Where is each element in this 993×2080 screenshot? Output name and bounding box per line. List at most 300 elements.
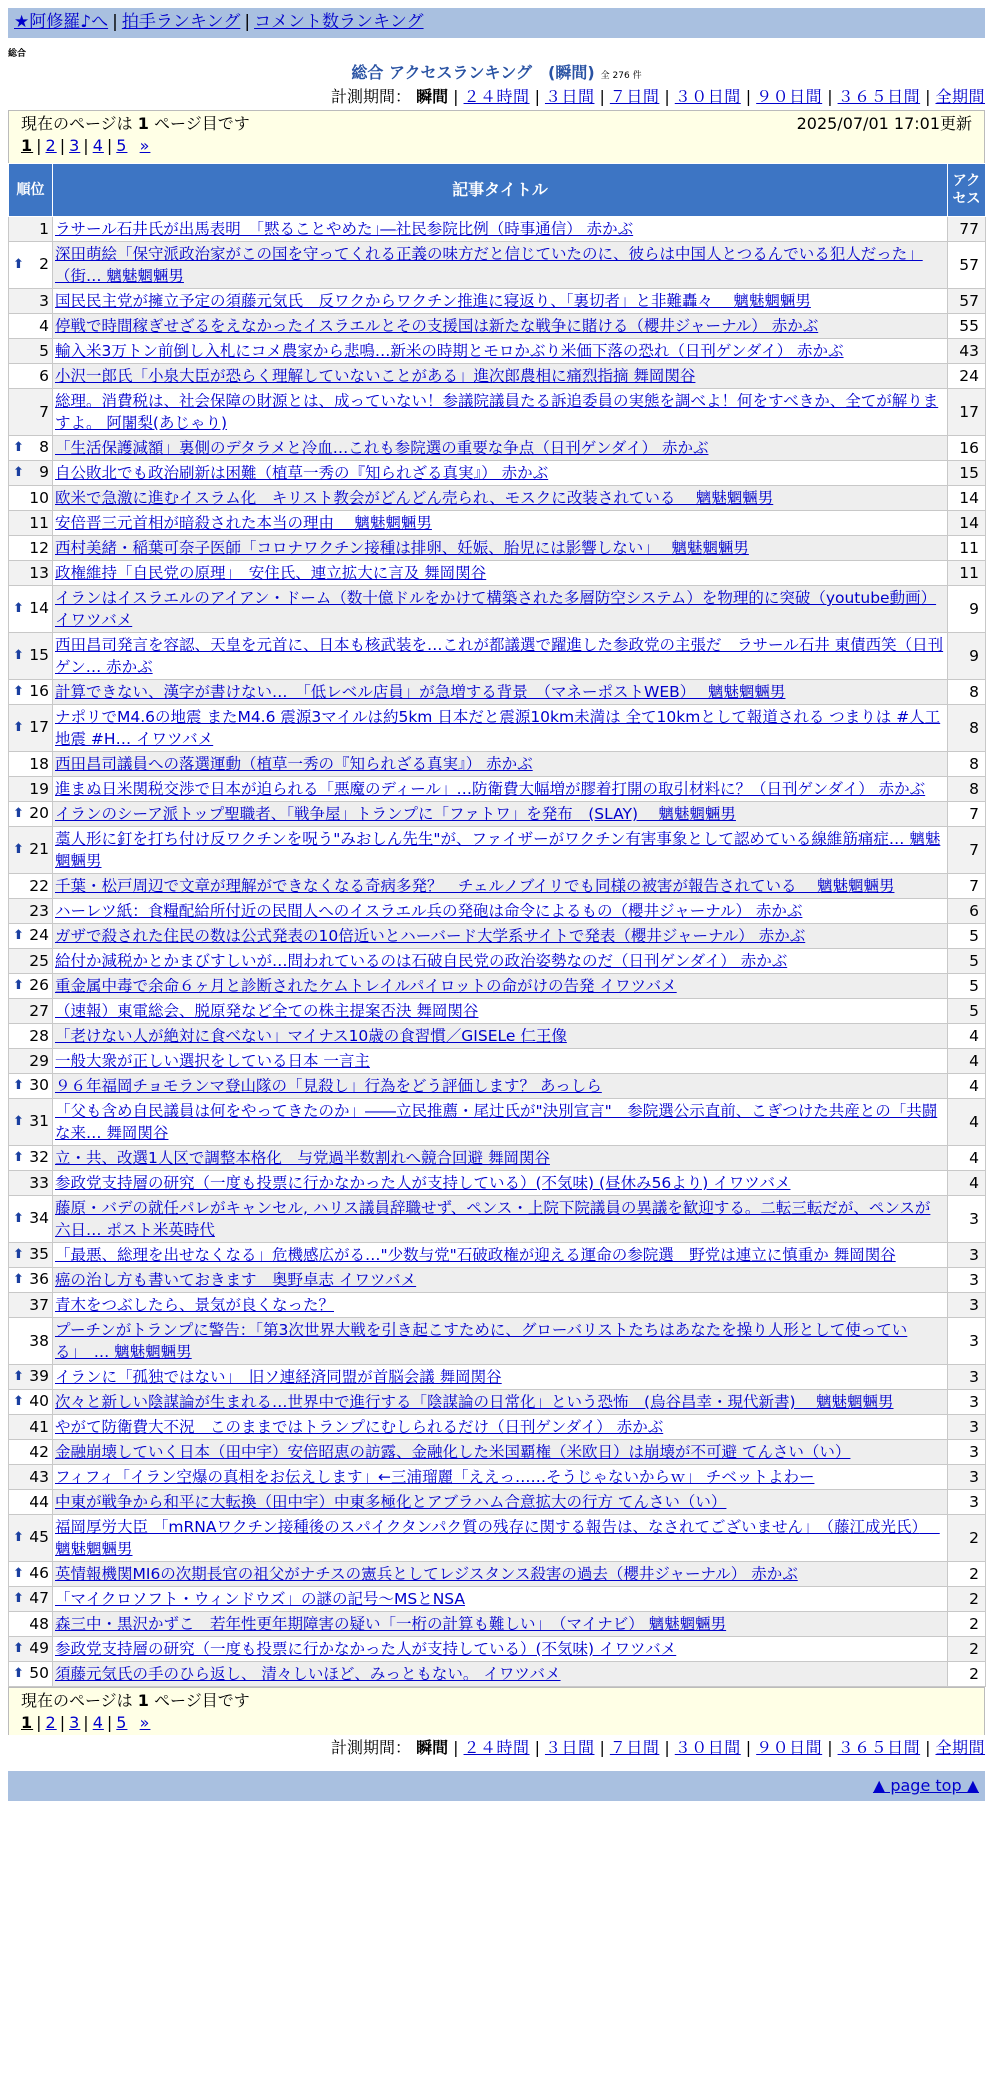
article-title-link[interactable]: 給付か減税かとかまびすしいが…問われているのは石破自民党の政治姿勢なのだ（日刊ゲンダイ） 赤かぶ (55, 952, 788, 970)
rank-number: 35 (29, 1245, 49, 1263)
ranking-table-body (9, 217, 986, 1687)
title-cell (53, 1243, 948, 1268)
rank-cell (9, 1171, 53, 1196)
title-cell (53, 1390, 948, 1415)
article-title-link[interactable]: 立・共、改選1人区で調整本格化 与党過半数割れへ競合回避 舞岡関谷 (55, 1149, 550, 1167)
title-cell (53, 461, 948, 486)
page-3-link[interactable]: 3 (69, 1713, 81, 1732)
rank-cell (9, 680, 53, 705)
rank-cell (9, 1074, 53, 1099)
rank-cell (9, 974, 53, 999)
rank-cell (9, 1562, 53, 1587)
rank-number: 17 (29, 718, 49, 736)
access-count: 8 (948, 705, 986, 752)
table-row (9, 242, 986, 289)
article-title-link[interactable]: 停戦で時間稼ぎせざるをえなかったイスラエルとその支援国は新たな戦争に賭ける（櫻井ジャーナル） 赤かぶ (55, 317, 819, 335)
table-row (9, 1171, 986, 1196)
rank-up-arrow-icon: ⬆ (13, 720, 24, 735)
rank-number: 4 (39, 317, 49, 335)
page-2-link[interactable]: 2 (45, 1713, 57, 1732)
period-90d-link[interactable]: ９０日間 (756, 1738, 823, 1757)
article-title-link[interactable]: プーチンがトランプに警告：「第3次世界大戦を引き起こすために、グローバリストたちはあなたを操り人形として使っている」 … 魑魅魍魎男 (55, 1321, 908, 1361)
rank-cell (9, 436, 53, 461)
article-title-link[interactable]: やがて防衛費大不況 このままではトランプにむしられるだけ（日刊ゲンダイ） 赤かぶ (55, 1418, 664, 1436)
title-cell (53, 1365, 948, 1390)
title-cell (53, 680, 948, 705)
article-title-link[interactable]: ハーレツ紙：食糧配給所付近の民間人へのイスラエル兵の発砲は命令によるもの（櫻井ジャーナル） 赤かぶ (55, 902, 803, 920)
rank-cell (9, 536, 53, 561)
access-count: 17 (948, 389, 986, 436)
title-cell (53, 802, 948, 827)
rank-up-arrow-icon: ⬆ (13, 1247, 24, 1262)
access-count: 77 (948, 217, 986, 242)
table-row (9, 802, 986, 827)
rank-number: 12 (29, 539, 49, 557)
article-title-link[interactable]: フィフィ「イラン空爆の真相をお伝えします」←三浦瑠麗「ええっ……そうじゃないからｗ」 チベットよわー (55, 1468, 815, 1486)
rank-cell (9, 827, 53, 874)
article-title-link[interactable]: 藁人形に釘を打ち付け反ワクチンを呪う"みおしん先生"が、ファイザーがワクチン有害事象として認めている線維筋痛症… 魑魅魍魎男 (55, 830, 941, 870)
title-cell (53, 1268, 948, 1293)
period-30d-link[interactable]: ３０日間 (674, 87, 741, 106)
rank-up-arrow-icon: ⬆ (13, 1666, 24, 1681)
table-row (9, 1293, 986, 1318)
table-row (9, 1490, 986, 1515)
access-count: 4 (948, 1099, 986, 1146)
rank-number: 46 (29, 1564, 49, 1582)
rank-cell (9, 1515, 53, 1562)
access-count: 43 (948, 339, 986, 364)
table-row (9, 1587, 986, 1612)
rank-cell (9, 1243, 53, 1268)
rank-number: 24 (29, 926, 49, 944)
table-row (9, 339, 986, 364)
table-row (9, 1365, 986, 1390)
asyura-home-link[interactable]: ★阿修羅♪へ (14, 12, 109, 32)
period-30d-link[interactable]: ３０日間 (674, 1738, 741, 1757)
next-page-link[interactable]: » (139, 136, 151, 155)
table-row (9, 1612, 986, 1637)
title-cell (53, 1440, 948, 1465)
rank-cell (9, 486, 53, 511)
article-title-link[interactable]: 西村美緒・稲葉可奈子医師「コロナワクチン接種は排卵、妊娠、胎児には影響しない」 魑魅魍魎男 (55, 539, 749, 557)
access-count: 3 (948, 1318, 986, 1365)
title-cell (53, 364, 948, 389)
period-selected: 瞬間 (416, 87, 449, 106)
rank-number: 15 (29, 646, 49, 664)
rank-cell (9, 999, 53, 1024)
table-row (9, 1049, 986, 1074)
rank-number: 26 (29, 976, 49, 994)
period-24h-link[interactable]: ２４時間 (463, 1738, 530, 1757)
access-count: 7 (948, 827, 986, 874)
article-title-link[interactable]: イランに「孤独ではない」 旧ソ連経済同盟が首脳会議 舞岡関谷 (55, 1368, 502, 1386)
table-row (9, 217, 986, 242)
period-selected: 瞬間 (416, 1738, 449, 1757)
access-count: 7 (948, 802, 986, 827)
article-title-link[interactable]: 西田昌司発言を容認、天皇を元首に、日本も核武装を…これが都議選で躍進した参政党の主張だ ラサール石井 東債西笑（日刊ゲン… 赤かぶ (55, 636, 944, 676)
rank-cell (9, 899, 53, 924)
nav-separator: | (112, 12, 118, 32)
table-row (9, 511, 986, 536)
title-cell (53, 339, 948, 364)
article-title-link[interactable]: 進まぬ日米関税交渉で日本が迫られる「悪魔のディール」…防衛費大幅増が膠着打開の取引材料に？（日刊ゲンダイ） 赤かぶ (55, 780, 926, 798)
table-row (9, 974, 986, 999)
title-cell (53, 1587, 948, 1612)
rank-up-arrow-icon: ⬆ (13, 1078, 24, 1093)
rank-number: 18 (29, 755, 49, 773)
page-title-text: 総合 アクセスランキング (瞬間) (351, 63, 595, 82)
access-count: 15 (948, 461, 986, 486)
article-title-link[interactable]: ガザで殺された住民の数は公式発表の10倍近いとハーバード大学系サイトで発表（櫻井ジャーナル） 赤かぶ (55, 927, 806, 945)
article-title-link[interactable]: 金融崩壊していく日本（田中宇）安倍昭恵の訪露、金融化した米国覇権（米欧日）は崩壊が不可避 てんさい（い） (55, 1443, 851, 1461)
title-cell (53, 1515, 948, 1562)
table-row (9, 1662, 986, 1687)
title-cell (53, 486, 948, 511)
rank-up-arrow-icon: ⬆ (13, 842, 24, 857)
table-row (9, 1099, 986, 1146)
rank-number: 10 (29, 489, 49, 507)
rank-number: 13 (29, 564, 49, 582)
title-cell (53, 633, 948, 680)
title-cell (53, 899, 948, 924)
page-top-link[interactable]: ▲ page top ▲ (872, 1776, 979, 1795)
access-count: 3 (948, 1465, 986, 1490)
page-links: 1 | 2 | 3 | 4 | 5 » (21, 1713, 151, 1732)
rank-number: 47 (29, 1589, 49, 1607)
access-count: 16 (948, 436, 986, 461)
access-count: 3 (948, 1415, 986, 1440)
access-count: 2 (948, 1587, 986, 1612)
rank-cell (9, 1318, 53, 1365)
title-cell (53, 1293, 948, 1318)
article-title-link[interactable]: 藤原・バデの就任パレがキャンセル, ハリス議員辞職せず、ペンス・上院下院議員の異議を歓迎する。二転三転だが、ペンスが六日… ポスト米英時代 (55, 1199, 931, 1239)
pager-bottom (8, 1687, 985, 1735)
period-label: 計測期間： (331, 1738, 412, 1757)
rank-cell (9, 752, 53, 777)
rank-number: 48 (29, 1615, 49, 1633)
period-all-link[interactable]: 全期間 (935, 1738, 985, 1757)
page-5-link[interactable]: 5 (116, 1713, 128, 1732)
table-row (9, 1515, 986, 1562)
table-row (9, 1562, 986, 1587)
period-365d-link[interactable]: ３６５日間 (837, 1738, 921, 1757)
page-links: 1 | 2 | 3 | 4 | 5 » (21, 136, 151, 155)
rank-up-arrow-icon: ⬆ (13, 1150, 24, 1165)
article-title-link[interactable]: イランはイスラエルのアイアン・ドーム（数十億ドルをかけて構築された多層防空システム）を物理的に突破（youtube動画） イワツバメ (55, 589, 937, 629)
article-title-link[interactable]: 国民民主党が擁立予定の須藤元気氏 反ワクからワクチン推進に寝返り、「裏切者」と非難轟々 魑魅魍魎男 (55, 292, 811, 310)
article-title-link[interactable]: 須藤元気氏の手のひら返し、 清々しいほど、みっともない。 イワツバメ (55, 1665, 561, 1683)
title-cell (53, 705, 948, 752)
rank-cell (9, 1440, 53, 1465)
table-row (9, 486, 986, 511)
access-count: 2 (948, 1612, 986, 1637)
rank-cell (9, 1390, 53, 1415)
table-row (9, 436, 986, 461)
access-count: 8 (948, 777, 986, 802)
access-count: 6 (948, 899, 986, 924)
rank-number: 40 (29, 1392, 49, 1410)
article-title-link[interactable]: 中東が戦争から和平に大転換（田中宇）中東多極化とアブラハム合意拡大の行方 てんさい（い） (55, 1493, 727, 1511)
access-count: 3 (948, 1196, 986, 1243)
access-count: 11 (948, 561, 986, 586)
rank-cell (9, 314, 53, 339)
table-row (9, 586, 986, 633)
title-cell (53, 1024, 948, 1049)
rank-number: 32 (29, 1148, 49, 1166)
article-title-link[interactable]: 参政党支持層の研究（一度も投票に行かなかった人が支持している）(不気味) (昼休み56より) イワツバメ (55, 1174, 791, 1192)
title-cell (53, 561, 948, 586)
rank-up-arrow-icon: ⬆ (13, 1369, 24, 1384)
rank-number: 50 (29, 1664, 49, 1682)
access-count: 3 (948, 1268, 986, 1293)
access-count: 14 (948, 511, 986, 536)
access-count: 5 (948, 974, 986, 999)
rank-number: 19 (29, 780, 49, 798)
article-title-link[interactable]: 欧米で急激に進むイスラム化 キリスト教会がどんどん売られ、モスクに改装されている 魑魅魍魎男 (55, 489, 774, 507)
rank-number: 14 (29, 599, 49, 617)
rank-cell (9, 1662, 53, 1687)
table-row (9, 1074, 986, 1099)
rank-number: 3 (39, 292, 49, 310)
title-cell (53, 974, 948, 999)
period-90d-link[interactable]: ９０日間 (756, 87, 823, 106)
access-count: 55 (948, 314, 986, 339)
table-row (9, 314, 986, 339)
rank-up-arrow-icon: ⬆ (13, 928, 24, 943)
table-row (9, 874, 986, 899)
ranking-table (8, 163, 986, 1687)
period-3d-link[interactable]: ３日間 (544, 1738, 595, 1757)
rank-up-arrow-icon: ⬆ (13, 440, 24, 455)
current-page-text: 現在のページは 1 ページ目です (21, 1691, 250, 1710)
rank-cell (9, 389, 53, 436)
table-row (9, 1146, 986, 1171)
rank-number: 20 (29, 804, 49, 822)
article-title-link[interactable]: 森三中・黒沢かずこ 若年性更年期障害の疑い「一桁の計算も難しい」 （マイナビ） 魑魅魍魎男 (55, 1615, 727, 1633)
title-cell (53, 1196, 948, 1243)
rank-number: 21 (29, 840, 49, 858)
rank-number: 41 (29, 1418, 49, 1436)
access-count: 4 (948, 1171, 986, 1196)
article-title-link[interactable]: 政権維持「自民党の原理」 安住氏、連立拡大に言及 舞岡関谷 (55, 564, 487, 582)
access-count: 2 (948, 1562, 986, 1587)
rank-number: 5 (39, 342, 49, 360)
rank-number: 7 (39, 403, 49, 421)
rank-cell (9, 874, 53, 899)
rank-number: 43 (29, 1468, 49, 1486)
rank-number: 9 (39, 463, 49, 481)
rank-cell (9, 802, 53, 827)
table-row (9, 1415, 986, 1440)
access-count: 4 (948, 1074, 986, 1099)
article-title-link[interactable]: 輸入米3万トン前倒し入札にコメ農家から悲鳴…新米の時期とモロかぶり米価下落の恐れ（日刊ゲンダイ） 赤かぶ (55, 342, 844, 360)
rank-up-arrow-icon: ⬆ (13, 465, 24, 480)
rank-cell (9, 1365, 53, 1390)
title-cell (53, 752, 948, 777)
current-page-text: 現在のページは 1 ページ目です (21, 114, 250, 133)
article-title-link[interactable]: 西田昌司議員への落選運動（植草一秀の『知られざる真実』） 赤かぶ (55, 755, 533, 773)
access-count: 2 (948, 1515, 986, 1562)
article-title-link[interactable]: 総理。消費税は、社会保障の財源とは、成っていない！参議院議員たる訴追委員の実態を調べよ！何をすべきか、全てが解りますよ。 阿闍梨(あじゃり) (55, 392, 939, 432)
article-title-link[interactable]: 自公敗北でも政治刷新は困難（植草一秀の『知られざる真実』） 赤かぶ (55, 464, 549, 482)
rank-cell (9, 586, 53, 633)
rank-number: 6 (39, 367, 49, 385)
article-title-link[interactable]: 福岡厚労大臣 「mRNAワクチン接種後のスパイクタンパク質の残存に関する報告は、なされてございません」 （藤江成光氏） 魑魅魍魎男 (55, 1518, 940, 1558)
rank-number: 11 (29, 514, 49, 532)
title-cell (53, 827, 948, 874)
table-row (9, 899, 986, 924)
article-title-link[interactable]: 「老けない人が絶対に食べない」マイナス10歳の食習慣／GISELe 仁王像 (55, 1027, 567, 1045)
article-title-link[interactable]: 「最悪、総理を出せなくなる」危機感広がる…"少数与党"石破政権が迎える運命の参院選 野党は連立に慎重か 舞岡関谷 (55, 1246, 896, 1264)
access-count: 3 (948, 1243, 986, 1268)
period-24h-link[interactable]: ２４時間 (463, 87, 530, 106)
page-title (0, 62, 993, 87)
rank-number: 33 (29, 1174, 49, 1192)
article-title-link[interactable]: ナポリでM4.6の地震 またM4.6 震源3マイルは約5km 日本だと震源10km未満は 全て10kmとして報道される つまりは #人工地震 #H… イワツバメ (55, 708, 941, 748)
access-count: 8 (948, 680, 986, 705)
updated-timestamp: 2025/07/01 17:01更新 (796, 114, 972, 133)
article-title-link[interactable]: ラサール石井氏が出馬表明 ｢黙ることやめた｣―社民参院比例（時事通信） 赤かぶ (55, 220, 634, 238)
title-column-header: 記事タイトル (53, 164, 948, 217)
article-title-link[interactable]: イランのシーア派トップ聖職者、「戦争屋」トランプに「ファトワ」を発布 (SLAY) 魑魅魍魎男 (55, 805, 736, 823)
rank-number: 42 (29, 1443, 49, 1461)
period-7d-link[interactable]: ７日間 (609, 1738, 660, 1757)
title-cell (53, 314, 948, 339)
access-count: 14 (948, 486, 986, 511)
article-title-link[interactable]: 癌の治し方も書いておきます 奥野卓志 イワツバメ (55, 1271, 417, 1289)
access-count: 2 (948, 1637, 986, 1662)
access-count: 57 (948, 242, 986, 289)
rank-number: 29 (29, 1052, 49, 1070)
article-title-link[interactable]: 参政党支持層の研究（一度も投票に行かなかった人が支持している）(不気味) イワツバメ (55, 1640, 677, 1658)
rank-cell (9, 1146, 53, 1171)
rank-number: 30 (29, 1076, 49, 1094)
table-row (9, 1318, 986, 1365)
access-count: 4 (948, 1146, 986, 1171)
access-count: 7 (948, 874, 986, 899)
article-title-link[interactable]: 小沢一郎氏「小泉大臣が恐らく理解していないことがある」進次郎農相に痛烈指摘 舞岡関谷 (55, 367, 696, 385)
article-title-link[interactable]: 「父も含め自民議員は何をやってきたのか」――立民推薦・尾辻氏が"決別宣言" 参院選公示直前、こぎつけた共産との「共闘な来… 舞岡関谷 (55, 1102, 938, 1142)
access-count: 24 (948, 364, 986, 389)
rank-number: 2 (39, 255, 49, 273)
page-4-link[interactable]: 4 (92, 136, 104, 155)
table-row (9, 1243, 986, 1268)
rank-cell (9, 1099, 53, 1146)
page-3-link[interactable]: 3 (69, 136, 81, 155)
table-row (9, 777, 986, 802)
rank-cell (9, 461, 53, 486)
rank-number: 28 (29, 1027, 49, 1045)
clap-ranking-link[interactable]: 拍手ランキング (121, 12, 241, 32)
page-2-link[interactable]: 2 (45, 136, 57, 155)
article-title-link[interactable]: 一般大衆が正しい選択をしている日本 一言主 (55, 1052, 370, 1070)
rank-up-arrow-icon: ⬆ (13, 257, 24, 272)
article-title-link[interactable]: 次々と新しい陰謀論が生まれる…世界中で進行する「陰謀論の日常化」という恐怖 (烏谷昌幸・現代新書) 魑魅魍魎男 (55, 1393, 894, 1411)
rank-cell (9, 561, 53, 586)
title-cell (53, 242, 948, 289)
rank-up-arrow-icon: ⬆ (13, 1530, 24, 1545)
rank-number: 27 (29, 1002, 49, 1020)
table-row (9, 1268, 986, 1293)
next-page-link[interactable]: » (139, 1713, 151, 1732)
table-row (9, 1637, 986, 1662)
rank-cell (9, 364, 53, 389)
access-count: 3 (948, 1440, 986, 1465)
article-title-link[interactable]: 計算できない、漢字が書けない… 「低レベル店員」が急増する背景 （マネーポストWEB） 魑魅魍魎男 (55, 683, 786, 701)
nav-separator: | (244, 12, 251, 32)
page-4-link[interactable]: 4 (92, 1713, 104, 1732)
rank-number: 49 (29, 1639, 49, 1657)
rank-cell (9, 705, 53, 752)
rank-cell (9, 1415, 53, 1440)
rank-number: 38 (29, 1332, 49, 1350)
rank-up-arrow-icon: ⬆ (13, 978, 24, 993)
article-title-link[interactable]: 英情報機関MI6の次期長官の祖父がナチスの憲兵としてレジスタンス殺害の過去（櫻井ジャーナル） 赤かぶ (55, 1565, 798, 1583)
title-cell (53, 217, 948, 242)
article-title-link[interactable]: 安倍晋三元首相が暗殺された本当の理由 魑魅魍魎男 (55, 514, 432, 532)
article-title-link[interactable]: ９６年福岡チョモランマ登山隊の「見殺し」行為をどう評価します？ あっしら (55, 1077, 602, 1095)
table-row (9, 289, 986, 314)
rank-number: 23 (29, 902, 49, 920)
title-cell (53, 1074, 948, 1099)
title-cell (53, 949, 948, 974)
rank-cell (9, 1637, 53, 1662)
pager-top (8, 110, 985, 163)
period-all-link[interactable]: 全期間 (935, 87, 985, 106)
rank-number: 8 (39, 438, 49, 456)
access-count: 5 (948, 949, 986, 974)
title-cell (53, 1049, 948, 1074)
period-3d-link[interactable]: ３日間 (544, 87, 595, 106)
access-count: 5 (948, 999, 986, 1024)
access-count: 3 (948, 1365, 986, 1390)
rank-up-arrow-icon: ⬆ (13, 648, 24, 663)
article-title-link[interactable]: （速報）東電総会、脱原発など全ての株主提案否決 舞岡関谷 (55, 1002, 479, 1020)
article-title-link[interactable]: 「マイクロソフト・ウィンドウズ」の謎の記号〜MSとNSA (55, 1590, 466, 1608)
title-cell (53, 924, 948, 949)
rank-cell (9, 1465, 53, 1490)
rank-cell (9, 1049, 53, 1074)
period-selector-bottom: 計測期間： 瞬間 | ２４時間 | ３日間 | ７日間 | ３０日間 | ９０日間 | ３６５日間 | 全期間 (331, 1738, 985, 1757)
period-7d-link[interactable]: ７日間 (609, 87, 660, 106)
table-row (9, 1440, 986, 1465)
article-title-link[interactable]: 「生活保護減額」裏側のデタラメと冷血…これも参院選の重要な争点（日刊ゲンダイ） 赤かぶ (55, 439, 709, 457)
access-count: 4 (948, 1024, 986, 1049)
table-row (9, 1024, 986, 1049)
rank-number: 45 (29, 1528, 49, 1546)
article-title-link[interactable]: 重金属中毒で余命６ヶ月と診断されたケムトレイルパイロットの命がけの告発 イワツバメ (55, 977, 677, 995)
rank-cell (9, 1268, 53, 1293)
rank-number: 36 (29, 1270, 49, 1288)
rank-column-header: 順位 (9, 164, 53, 217)
comment-ranking-link[interactable]: コメント数ランキング (254, 12, 424, 32)
title-cell (53, 511, 948, 536)
article-title-link[interactable]: 青木をつぶしたら、景気が良くなった？ (55, 1296, 335, 1314)
page-5-link[interactable]: 5 (116, 136, 128, 155)
article-title-link[interactable]: 深田萌絵「保守派政治家がこの国を守ってくれる正義の味方だと信じていたのに、彼らは中国人とつるんでいる犯人だった」（街… 魑魅魍魎男 (55, 245, 923, 285)
title-cell (53, 586, 948, 633)
article-title-link[interactable]: 千葉・松戸周辺で文章が理解ができなくなる奇病多発？ チェルノブイリでも同様の被害が報告されている 魑魅魍魎男 (55, 877, 895, 895)
table-header-row (9, 164, 986, 217)
table-row (9, 1465, 986, 1490)
table-row (9, 461, 986, 486)
period-365d-link[interactable]: ３６５日間 (837, 87, 921, 106)
rank-cell (9, 217, 53, 242)
rank-number: 16 (29, 682, 49, 700)
title-cell (53, 1171, 948, 1196)
rank-up-arrow-icon: ⬆ (13, 1211, 24, 1226)
access-count: 9 (948, 633, 986, 680)
